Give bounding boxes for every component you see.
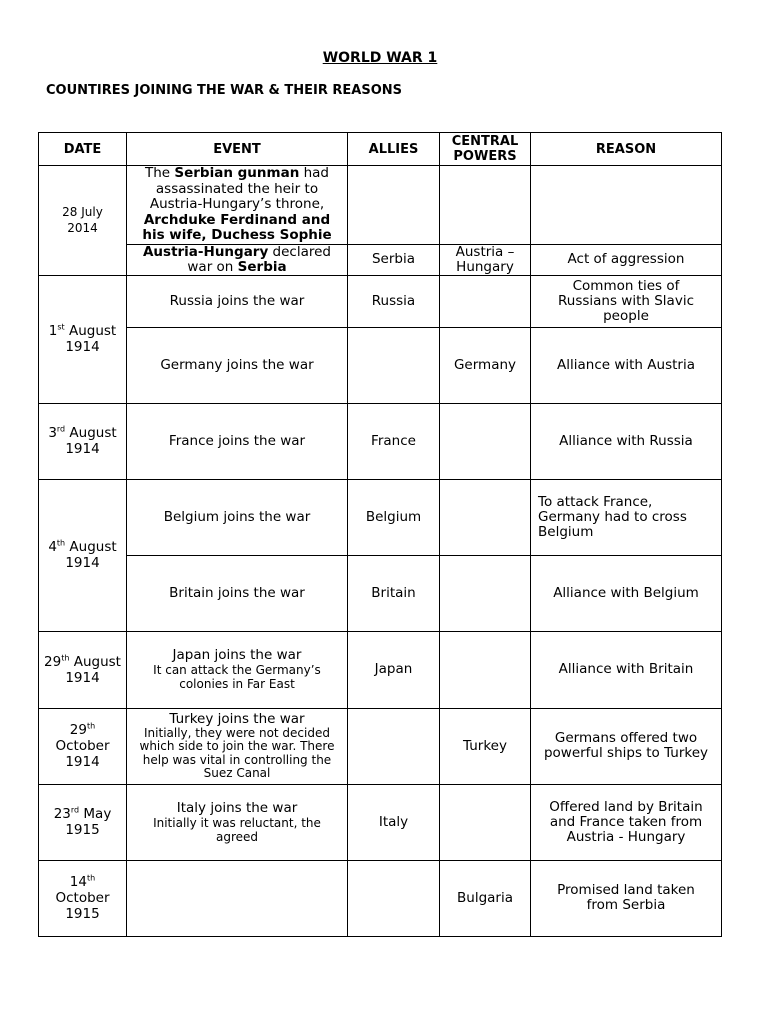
central-powers-cell	[440, 555, 531, 631]
central-powers-cell	[440, 479, 531, 555]
table-row	[39, 244, 722, 275]
reason-cell: Offered land by Britain and France taken from Austria - Hungary	[531, 784, 722, 860]
date-day: 29	[69, 722, 87, 738]
table-row	[39, 708, 722, 784]
event-cell	[127, 631, 348, 708]
document-title: WORLD WAR 1	[322, 50, 438, 66]
event-cell	[127, 708, 348, 784]
table-row	[39, 166, 722, 245]
date-suffix: rd	[70, 805, 80, 815]
header-central-powers: CENTRAL POWERS	[440, 133, 531, 166]
countries-table	[38, 132, 722, 937]
event-cell: Belgium joins the war	[127, 479, 348, 555]
date-month-year: October 1914	[55, 738, 110, 770]
allies-cell: Serbia	[348, 244, 440, 275]
reason-cell: Alliance with Britain	[531, 631, 722, 708]
date-cell	[39, 708, 127, 784]
reason-cell: Act of aggression	[531, 244, 722, 275]
central-powers-cell	[440, 275, 531, 327]
date-month-year: May 1915	[65, 806, 112, 838]
allies-cell: Japan	[348, 631, 440, 708]
header-allies: ALLIES	[348, 133, 440, 166]
central-powers-cell	[440, 784, 531, 860]
allies-cell: Belgium	[348, 479, 440, 555]
table-header-row	[39, 133, 722, 166]
allies-cell: Britain	[348, 555, 440, 631]
table-row	[39, 555, 722, 631]
table-row	[39, 784, 722, 860]
table-row	[39, 327, 722, 403]
table-row	[39, 479, 722, 555]
event-note: Initially, they were not decided which side to join the war. There help was vital in controlling the Suez Canal	[139, 725, 335, 780]
allies-cell	[348, 708, 440, 784]
event-bold-text: Serbia	[237, 258, 287, 275]
event-cell: Germany joins the war	[127, 327, 348, 403]
date-suffix: th	[86, 721, 96, 731]
event-text: The	[144, 165, 175, 181]
event-text: declared war on	[187, 244, 332, 275]
event-cell	[127, 860, 348, 936]
reason-cell: Germans offered two powerful ships to Turkey	[531, 708, 722, 784]
central-powers-cell: Austria – Hungary	[440, 244, 531, 275]
table-row	[39, 403, 722, 479]
event-title: Italy joins the war	[176, 799, 298, 816]
event-cell: Russia joins the war	[127, 275, 348, 327]
event-bold-text: Serbian gunman	[174, 165, 300, 181]
central-powers-cell	[440, 631, 531, 708]
date-day: 29	[44, 653, 62, 670]
date-month-year: August 1914	[65, 539, 117, 571]
central-powers-cell	[440, 166, 531, 245]
header-date: DATE	[39, 133, 127, 166]
allies-cell: France	[348, 403, 440, 479]
date-cell	[39, 479, 127, 631]
reason-cell: To attack France, Germany had to cross Belgium	[531, 479, 722, 555]
date-day: 4	[48, 539, 57, 555]
date-day: 1	[48, 323, 58, 339]
event-note: Initially it was reluctant, the agreed	[153, 815, 321, 844]
event-title: Japan joins the war	[172, 647, 302, 663]
table-row	[39, 275, 722, 327]
date-cell: 28 July 2014	[39, 166, 127, 276]
reason-cell: Alliance with Belgium	[531, 555, 722, 631]
allies-cell	[348, 860, 440, 936]
date-cell	[39, 275, 127, 403]
date-suffix: th	[61, 653, 70, 662]
event-title: Turkey joins the war	[169, 710, 305, 727]
date-day: 23	[53, 806, 71, 822]
date-suffix: th	[86, 873, 96, 883]
table-row	[39, 860, 722, 936]
date-cell	[39, 631, 127, 708]
central-powers-cell: Bulgaria	[440, 860, 531, 936]
date-day: 3	[48, 425, 57, 441]
date-suffix: st	[57, 322, 65, 332]
date-cell	[39, 403, 127, 479]
reason-cell: Alliance with Russia	[531, 403, 722, 479]
reason-cell	[531, 166, 722, 245]
event-cell	[127, 166, 348, 245]
date-month-year: October 1915	[55, 890, 110, 922]
date-month-year: August 1914	[65, 425, 117, 457]
header-reason: REASON	[531, 133, 722, 166]
reason-cell: Promised land taken from Serbia	[531, 860, 722, 936]
allies-cell	[348, 327, 440, 403]
date-month-year: August 1914	[65, 653, 121, 686]
reason-cell: Alliance with Austria	[531, 327, 722, 403]
central-powers-cell: Turkey	[440, 708, 531, 784]
event-cell	[127, 244, 348, 275]
header-event: EVENT	[127, 133, 348, 166]
event-cell: Britain joins the war	[127, 555, 348, 631]
event-bold-text: Austria-Hungary	[142, 244, 269, 260]
central-powers-cell	[440, 403, 531, 479]
date-day: 14	[69, 874, 87, 890]
event-cell: France joins the war	[127, 403, 348, 479]
allies-cell: Russia	[348, 275, 440, 327]
allies-cell	[348, 166, 440, 245]
date-suffix: th	[56, 538, 66, 548]
document-subtitle: COUNTIRES JOINING THE WAR & THEIR REASONS	[46, 83, 403, 98]
date-cell	[39, 784, 127, 860]
event-text: had assassinated the heir to Austria-Hungary’s throne,	[149, 165, 330, 212]
reason-cell: Common ties of Russians with Slavic people	[531, 275, 722, 327]
table-row	[39, 631, 722, 708]
date-suffix: rd	[56, 424, 66, 434]
date-cell	[39, 860, 127, 936]
allies-cell: Italy	[348, 784, 440, 860]
event-cell	[127, 784, 348, 860]
central-powers-cell: Germany	[440, 327, 531, 403]
event-bold-text: Archduke Ferdinand and his wife, Duchess Sophie	[142, 211, 332, 243]
event-note: It can attack the Germany’s colonies in Far East	[153, 663, 321, 691]
date-month-year: August 1914	[64, 323, 117, 355]
